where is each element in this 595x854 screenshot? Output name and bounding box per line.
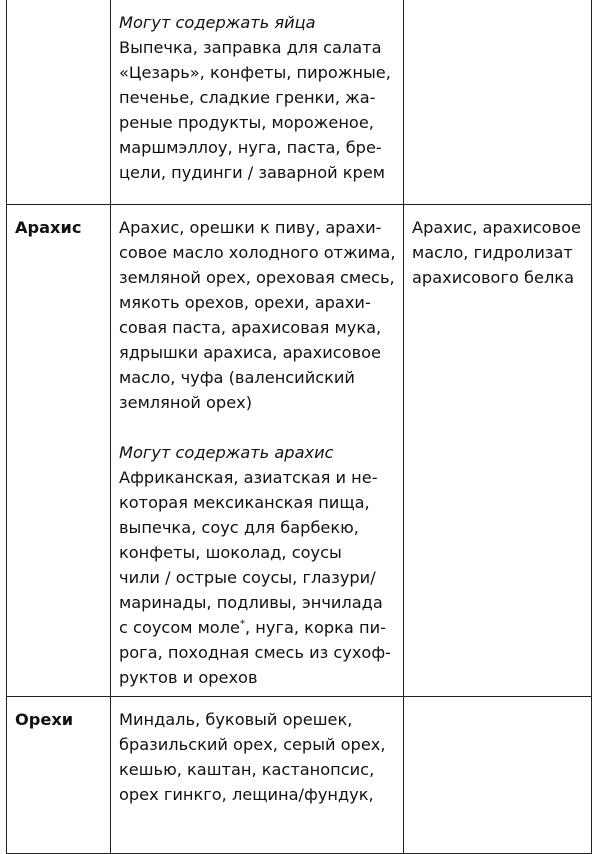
product-line: бразильский орех, серый орех,	[119, 735, 386, 754]
other-name-line: масло, гидролизат	[412, 243, 573, 262]
may-contain-line: руктов и орехов	[119, 668, 258, 687]
product-line: масло, чуфа (валенсийский	[119, 368, 355, 387]
may-contain-line: Африканская, азиатская и не-	[119, 468, 378, 487]
may-contain-line: с соусом моле*, нуга, корка пи-	[119, 618, 386, 637]
products-cell	[111, 697, 404, 854]
product-line: Арахис, орешки к пиву, арахи-	[119, 218, 382, 237]
may-contain-label: Могут содержать арахис	[119, 443, 334, 462]
may-contain-line: печенье, сладкие гренки, жа-	[119, 88, 376, 107]
other-names-cell	[404, 0, 592, 205]
product-line: совая паста, арахисовая мука,	[119, 318, 382, 337]
allergen-table	[6, 0, 592, 854]
table-row	[7, 697, 592, 854]
other-name-line: арахисового белка	[412, 268, 575, 287]
may-contain-line: маринады, подливы, энчилада	[119, 593, 383, 612]
other-names-cell	[404, 697, 592, 854]
products-cell	[111, 0, 404, 205]
table-row	[7, 205, 592, 697]
product-line: Миндаль, буковый орешек,	[119, 710, 353, 729]
product-line: совое масло холодного отжима,	[119, 243, 396, 262]
products-cell	[111, 205, 404, 697]
may-contain-line: чили / острые соусы, глазури/	[119, 568, 376, 587]
product-line: земляной орех, ореховая смесь,	[119, 268, 395, 287]
may-contain-line: реные продукты, мороженое,	[119, 113, 374, 132]
may-contain-label: Могут содержать яйца	[119, 13, 316, 32]
may-contain-line: маршмэллоу, нуга, паста, бре-	[119, 138, 382, 157]
product-line: кешью, каштан, кастанопсис,	[119, 760, 375, 779]
footnote-asterisk: *	[240, 618, 246, 630]
allergen-name-cell	[7, 205, 111, 697]
paragraph-gap	[119, 415, 397, 440]
allergen-name: Арахис	[15, 218, 82, 237]
allergen-name-cell	[7, 697, 111, 854]
other-names-cell	[404, 205, 592, 697]
may-contain-line: конфеты, шоколад, соусы	[119, 543, 342, 562]
other-name-line: Арахис, арахисовое	[412, 218, 581, 237]
may-contain-line: цели, пудинги / заварной крем	[119, 163, 386, 182]
table-row	[7, 0, 592, 205]
may-contain-line: рога, походная смесь из сухоф-	[119, 643, 392, 662]
product-line: орех гинкго, лещина/фундук,	[119, 785, 374, 804]
may-contain-line: выпечка, соус для барбекю,	[119, 518, 359, 537]
table-body	[7, 0, 592, 854]
product-line: мякоть орехов, орехи, арахи-	[119, 293, 371, 312]
allergen-name-cell	[7, 0, 111, 205]
may-contain-line: Выпечка, заправка для салата	[119, 38, 382, 57]
may-contain-line: «Цезарь», конфеты, пирожные,	[119, 63, 391, 82]
may-contain-line: которая мексиканская пища,	[119, 493, 370, 512]
allergen-name: Орехи	[15, 710, 74, 729]
product-line: земляной орех)	[119, 393, 253, 412]
product-line: ядрышки арахиса, арахисовое	[119, 343, 381, 362]
